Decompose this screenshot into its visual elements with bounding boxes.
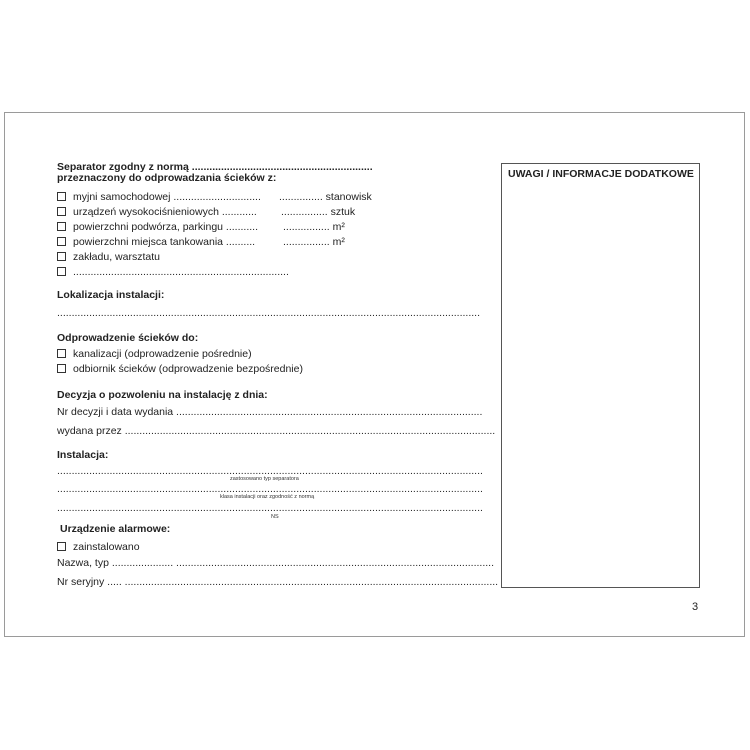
drainage-option-sewer[interactable] xyxy=(57,348,252,361)
alarm-installed-option[interactable] xyxy=(57,541,140,554)
option-label: zainstalowano xyxy=(73,541,140,553)
page-number: 3 xyxy=(692,601,699,613)
installation-class-caption: klasa instalacji oraz zgodność z normą xyxy=(220,494,315,500)
checkbox[interactable] xyxy=(57,207,66,216)
location-input-line[interactable]: ................................................................................................................................................. xyxy=(57,307,480,319)
notes-box[interactable] xyxy=(501,163,700,588)
installation-class-line[interactable]: .................................................................................................................................................. xyxy=(57,483,483,495)
alarm-name-line[interactable]: Nazwa, typ ..................... ............................................................................................................. xyxy=(57,557,495,569)
option-unit: ............... stanowisk xyxy=(279,191,372,203)
option-other[interactable] xyxy=(57,266,289,279)
drainage-heading: Odprowadzenie ścieków do: xyxy=(57,332,199,344)
decision-heading: Decyzja o pozwoleniu na instalację z dnia: xyxy=(57,389,268,401)
checkbox[interactable] xyxy=(57,349,66,358)
installation-heading: Instalacja: xyxy=(57,449,109,461)
option-workshop[interactable] xyxy=(57,251,160,264)
option-label: zakładu, warsztatu xyxy=(73,251,160,263)
option-label: kanalizacji (odprowadzenie pośrednie) xyxy=(73,348,252,360)
checkbox[interactable] xyxy=(57,267,66,276)
drainage-option-receiver[interactable] xyxy=(57,363,303,376)
separator-title: Separator zgodny z normą .............................................................. xyxy=(57,161,373,173)
installation-ns-line[interactable]: .................................................................................................................................................. xyxy=(57,502,483,514)
alarm-heading: Urządzenie alarmowe: xyxy=(60,523,171,535)
option-label: powierzchni miejsca tankowania .......... xyxy=(73,236,256,248)
option-fuel-station[interactable] xyxy=(57,236,255,249)
checkbox[interactable] xyxy=(57,542,66,551)
option-label: odbiornik ścieków (odprowadzenie bezpośrednie) xyxy=(73,363,303,375)
checkbox[interactable] xyxy=(57,222,66,231)
option-label: powierzchni podwórza, parkingu ........... xyxy=(73,221,259,233)
installation-type-caption: zastosowano typ separatora xyxy=(230,476,299,482)
option-unit: ................ sztuk xyxy=(281,206,356,218)
option-car-wash[interactable] xyxy=(57,191,261,204)
checkbox[interactable] xyxy=(57,237,66,246)
separator-subtitle: przeznaczony do odprowadzania ścieków z: xyxy=(57,172,277,184)
decision-issued-line[interactable]: wydana przez ............................................................................................................................... xyxy=(57,425,496,437)
option-yard-parking[interactable] xyxy=(57,221,258,234)
option-label: myjni samochodowej .............................. xyxy=(73,191,261,203)
form-page xyxy=(4,112,745,637)
checkbox[interactable] xyxy=(57,192,66,201)
location-heading: Lokalizacja instalacji: xyxy=(57,289,165,301)
alarm-serial-line[interactable]: Nr seryjny ..... ................................................................................................................................ xyxy=(57,576,499,588)
checkbox[interactable] xyxy=(57,364,66,373)
option-unit: ................ m² xyxy=(283,221,345,233)
decision-number-line[interactable]: Nr decyzji i data wydania ......................................................................................................... xyxy=(57,406,483,418)
installation-type-line[interactable]: .................................................................................................................................................. xyxy=(57,465,483,477)
option-unit: ................ m² xyxy=(283,236,345,248)
notes-title: UWAGI / INFORMACJE DODATKOWE xyxy=(508,168,694,180)
installation-ns-caption: NS xyxy=(271,514,279,520)
option-label: urządzeń wysokociśnieniowych ............ xyxy=(73,206,257,218)
checkbox[interactable] xyxy=(57,252,66,261)
option-label: .......................................................................... xyxy=(73,266,289,278)
option-pressure-washers[interactable] xyxy=(57,206,257,219)
